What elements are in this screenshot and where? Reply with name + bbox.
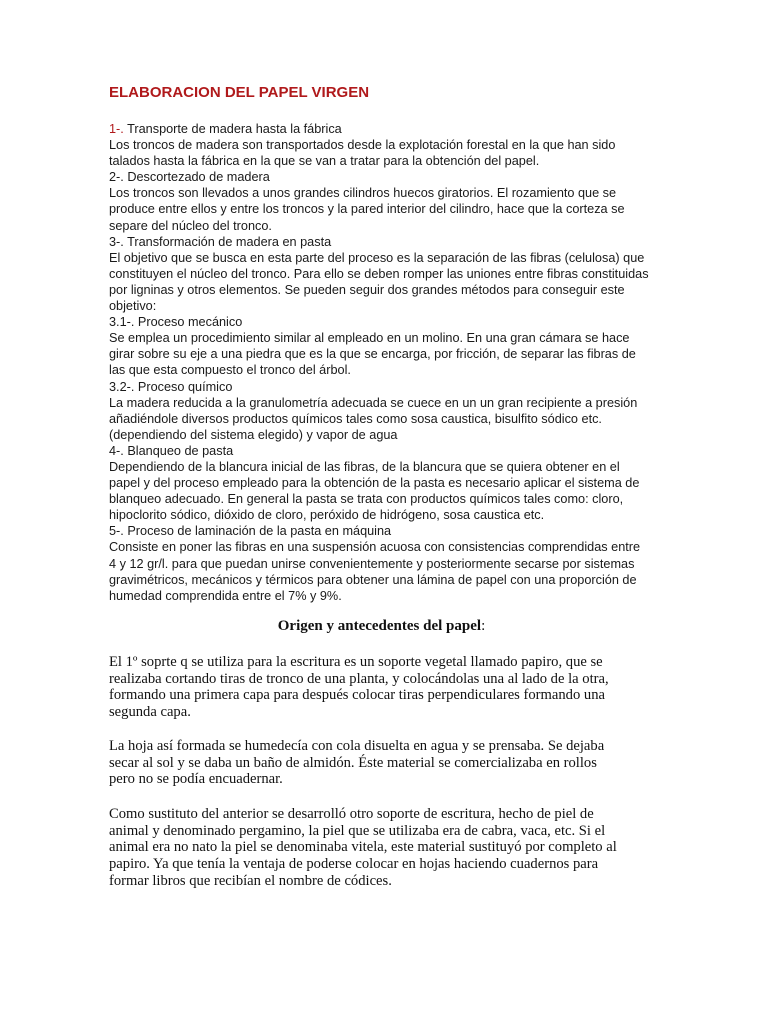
text-line [109,234,654,250]
line-text: 4 y 12 gr/l. para que puedan unirse convenientemente y posteriormente secarse por sistemas [109,556,635,571]
line-text: hipoclorito sódico, dióxido de cloro, peróxido de hidrógeno, sosa caustica etc. [109,508,545,523]
paragraph-line: papiro. Ya que tenía la ventaja de poderse colocar en hojas haciendo cuadernos para [109,856,599,873]
text-line [109,282,654,298]
line-text: Los troncos son llevados a unos grandes cilindros huecos giratorios. El rozamiento que se [109,186,617,201]
text-line [109,379,654,395]
line-text: talados hasta la fábrica en la que se van a tratar para la obtención del papel. [109,154,540,169]
line-text: Los troncos de madera son transportados desde la explotación forestal en la que han sido [109,138,616,153]
paragraph-line: secar al sol y se daba un baño de almidón. Éste material se comercializaba en rollos [109,754,597,771]
line-text: 3.2-. Proceso químico [109,379,233,394]
text-line [109,459,654,475]
line-text: objetivo: [109,299,157,314]
line-text: añadiéndole diversos productos químicos tales como sosa caustica, bisulfito sódico etc. [109,411,602,426]
text-line [109,475,654,491]
text-line [109,395,654,411]
text-line [109,588,654,604]
section-heading-colon: : [481,618,486,634]
text-line [109,153,654,169]
line-text: papel y del proceso empleado para la obtención de la pasta es necesario aplicar el sistema de [109,476,640,491]
text-line [109,346,654,362]
line-text: El objetivo que se busca en esta parte del proceso es la separación de las fibras (celulosa) que [109,250,645,265]
line-text: 3-. Transformación de madera en pasta [109,234,332,249]
line-text: La madera reducida a la granulometría adecuada se cuece en un un gran recipiente a presión [109,395,638,410]
line-text: 3.1-. Proceso mecánico [109,315,243,330]
line-text: blanqueo adecuado. En general la pasta se trata con productos químicos tales como: cloro, [109,492,624,507]
text-line [109,556,654,572]
text-line [109,491,654,507]
paragraph-line: pero no se podía encuadernar. [109,771,283,788]
paragraph-line: animal y denominado pergamino, la piel que se utilizaba era de cabra, vaca, etc. Si el [109,822,606,839]
text-line [109,523,654,539]
paragraph-line: formar libros que recibían el nombre de códices. [109,872,392,889]
text-line [109,266,654,282]
section-heading [109,618,654,635]
line-text: produce entre ellos y entre los troncos y la pared interior del cilindro, hace que la corteza se [109,202,625,217]
text-line [109,443,654,459]
paragraph-line: segunda capa. [109,704,191,721]
text-line [109,169,654,185]
line-text: separe del núcleo del tronco. [109,218,272,233]
line-text: 2-. Descortezado de madera [109,170,270,185]
paragraph-line: animal era no nato la piel se denominaba vitela, este material sustituyó por completo al [109,839,617,856]
line-text: gravimétricos, mecánicos y térmicos para obtener una lámina de papel con una proporción de [109,572,637,587]
text-line [109,185,654,201]
process-steps-text [109,121,654,604]
line-text: girar sobre su eje a una piedra que es la que se encarga, por fricción, de separar las fibras de [109,347,636,362]
text-line [109,330,654,346]
paragraph-line: El 1º soprte q se utiliza para la escritura es un soporte vegetal llamado papiro, que se [109,654,603,670]
line-text: (dependiendo del sistema elegido) y vapor de agua [109,427,398,442]
line-text: Dependiendo de la blancura inicial de las fibras, de la blancura que se quiera obtener en el [109,459,620,474]
text-line [109,137,654,153]
text-line [109,218,654,234]
line-text: por ligninas y otros elementos. Se pueden seguir dos grandes métodos para conseguir este [109,282,625,297]
text-line [109,121,654,137]
text-line [109,539,654,555]
line-text: Consiste en poner las fibras en una suspensión acuosa con consistencias comprendidas entre [109,540,641,555]
text-line [109,298,654,314]
text-line [109,572,654,588]
history-paragraph-papyrus [109,654,654,721]
line-text: Se emplea un procedimiento similar al empleado en un molino. En una gran cámara se hace [109,331,630,346]
line-text: 4-. Blanqueo de pasta [109,443,234,458]
step-number: 1-. [109,122,124,136]
line-text: humedad comprendida entre el 7% y 9%. [109,588,342,603]
text-line [109,507,654,523]
document-title: ELABORACION DEL PAPEL VIRGEN [109,84,370,101]
text-line [109,427,654,443]
text-line [109,362,654,378]
text-line [109,411,654,427]
history-paragraph-sheet [109,738,654,788]
line-text: Transporte de madera hasta la fábrica [123,122,342,136]
history-paragraph-parchment [109,806,654,890]
line-text: las que esta compuesto el tronco del árbol. [109,363,351,378]
paragraph-line: realizaba cortando tiras de tronco de una planta, y colocándolas una al lado de la otra, [109,670,609,687]
text-line [109,250,654,266]
text-line [109,201,654,217]
line-text: constituyen el núcleo del tronco. Para ello se deben romper las uniones entre fibras constituidas [109,266,649,281]
section-heading-text: Origen y antecedentes del papel [277,618,482,634]
line-text: 5-. Proceso de laminación de la pasta en máquina [109,524,392,539]
paragraph-line: Como sustituto del anterior se desarrolló otro soporte de escritura, hecho de piel de [109,806,594,822]
text-line [109,314,654,330]
paragraph-line: La hoja así formada se humedecía con cola disuelta en agua y se prensaba. Se dejaba [109,738,605,754]
paragraph-line: formando una primera capa para después colocar tiras perpendiculares formando una [109,687,605,704]
